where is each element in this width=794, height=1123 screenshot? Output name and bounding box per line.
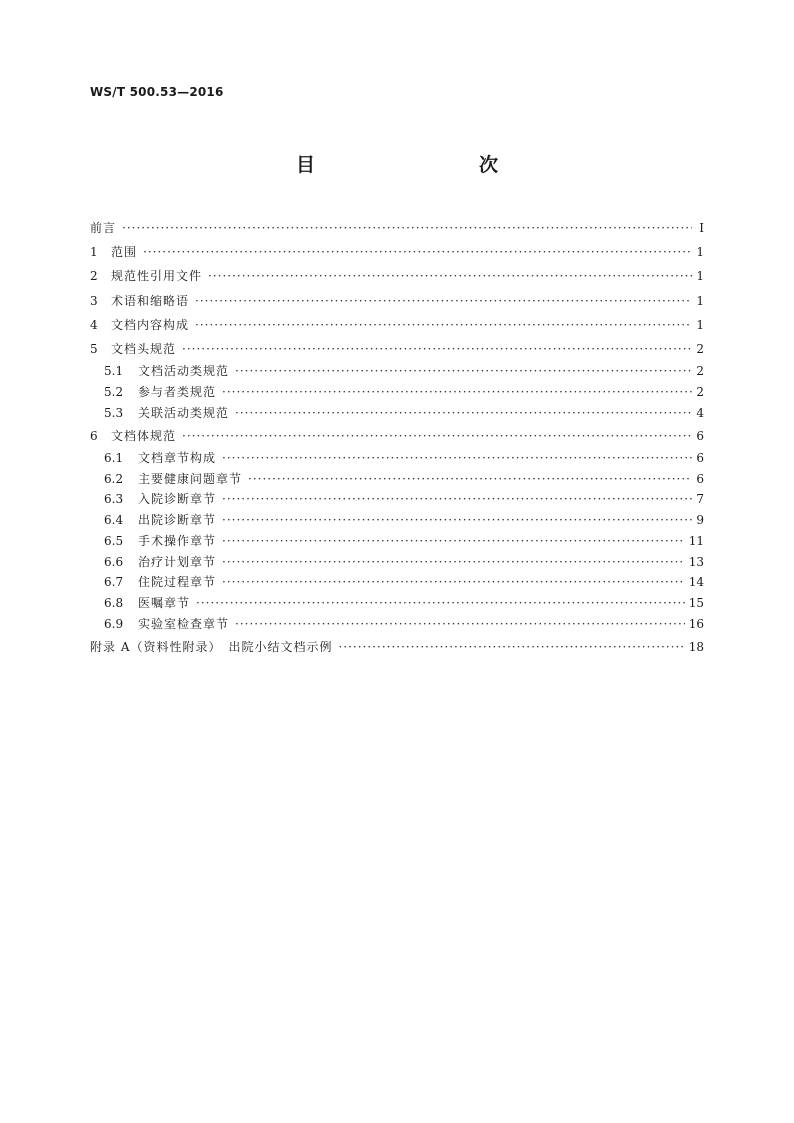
toc-entry-label: 术语和缩略语 xyxy=(111,293,190,308)
toc-entry-page: 4 xyxy=(696,405,704,420)
toc-entry[interactable] xyxy=(90,552,704,573)
toc-entry-page: 1 xyxy=(696,245,704,260)
dot-leader xyxy=(196,593,685,614)
toc-entry-number: 6.4 xyxy=(104,513,124,528)
toc-entry-number: 6.8 xyxy=(104,596,124,611)
dot-leader xyxy=(195,313,692,337)
toc-entry-label: 治疗计划章节 xyxy=(138,554,217,569)
toc-entry-label: 主要健康问题章节 xyxy=(138,471,243,486)
toc-entry-label: 文档体规范 xyxy=(111,428,177,443)
toc-entry-page: 16 xyxy=(688,617,704,632)
toc-entry-page: 1 xyxy=(696,269,704,284)
table-of-contents xyxy=(90,216,704,659)
toc-entry-label: 规范性引用文件 xyxy=(111,269,203,284)
toc-entry-label: 入院诊断章节 xyxy=(138,492,217,507)
toc-entry[interactable] xyxy=(90,635,704,659)
toc-entry-number: 5.3 xyxy=(104,405,124,420)
toc-entry-page: Ⅰ xyxy=(699,221,704,235)
toc-entry-page: 2 xyxy=(696,341,704,356)
toc-entry-page: 6 xyxy=(696,450,704,465)
dot-leader xyxy=(143,240,692,264)
toc-entry[interactable] xyxy=(90,510,704,531)
dot-leader xyxy=(235,614,685,635)
toc-entry[interactable] xyxy=(90,572,704,593)
dot-leader xyxy=(222,510,692,531)
toc-entry-label: 住院过程章节 xyxy=(138,575,217,590)
toc-entry-label: 关联活动类规范 xyxy=(138,405,230,420)
toc-entry-number: 4 xyxy=(90,317,98,332)
toc-entry-number: 6.5 xyxy=(104,533,124,548)
toc-entry-page: 1 xyxy=(696,317,704,332)
toc-entry-label: 前言 xyxy=(90,221,117,235)
toc-entry[interactable] xyxy=(90,337,704,361)
toc-entry-label: 文档活动类规范 xyxy=(138,364,230,379)
toc-entry-label: 范围 xyxy=(111,245,138,260)
toc-entry-page: 7 xyxy=(696,492,704,507)
toc-entry-number: 3 xyxy=(90,293,98,308)
toc-entry[interactable] xyxy=(90,264,704,288)
toc-entry-label: 手术操作章节 xyxy=(138,533,217,548)
toc-entry[interactable] xyxy=(90,216,704,240)
toc-entry[interactable] xyxy=(90,424,704,448)
toc-entry-number: 6.7 xyxy=(104,575,124,590)
toc-entry-number: 6.6 xyxy=(104,554,124,569)
toc-entry-number: 2 xyxy=(90,269,98,284)
toc-entry-page: 13 xyxy=(688,554,704,569)
dot-leader xyxy=(248,469,692,490)
toc-entry-label: 实验室检查章节 xyxy=(138,617,230,632)
toc-entry[interactable] xyxy=(90,240,704,264)
toc-entry-number: 5.1 xyxy=(104,364,124,379)
toc-entry[interactable] xyxy=(90,382,704,403)
page-title: 目 次 xyxy=(295,154,540,176)
dot-leader xyxy=(235,361,692,382)
toc-entry-label: 医嘱章节 xyxy=(138,596,191,611)
toc-entry-page: 2 xyxy=(696,384,704,399)
dot-leader xyxy=(122,216,692,240)
toc-entry[interactable] xyxy=(90,489,704,510)
toc-entry-label: 附录 A（资料性附录） 出院小结文档示例 xyxy=(90,639,333,654)
toc-entry-page: 6 xyxy=(696,471,704,486)
dot-leader xyxy=(222,572,685,593)
toc-entry-number: 6 xyxy=(90,428,98,443)
toc-entry-page: 11 xyxy=(688,533,704,548)
toc-entry-page: 2 xyxy=(696,364,704,379)
toc-entry-label: 文档内容构成 xyxy=(111,317,190,332)
toc-entry-number: 6.2 xyxy=(104,471,124,486)
toc-entry[interactable] xyxy=(90,531,704,552)
toc-entry-page: 6 xyxy=(696,428,704,443)
toc-entry-page: 18 xyxy=(688,639,704,654)
dot-leader xyxy=(235,403,692,424)
dot-leader xyxy=(222,489,692,510)
toc-entry-number: 6.3 xyxy=(104,492,124,507)
dot-leader xyxy=(182,337,692,361)
toc-entry[interactable] xyxy=(90,593,704,614)
toc-entry-number: 5 xyxy=(90,341,98,356)
dot-leader xyxy=(222,448,692,469)
standard-number: WS/T 500.53—2016 xyxy=(90,85,224,99)
toc-entry[interactable] xyxy=(90,614,704,635)
toc-entry-number: 6.1 xyxy=(104,450,124,465)
dot-leader xyxy=(222,382,692,403)
toc-entry-label: 文档章节构成 xyxy=(138,450,217,465)
toc-entry[interactable] xyxy=(90,469,704,490)
dot-leader xyxy=(195,289,692,313)
toc-entry[interactable] xyxy=(90,448,704,469)
toc-entry[interactable] xyxy=(90,361,704,382)
toc-entry-number: 6.9 xyxy=(104,617,124,632)
toc-entry-page: 15 xyxy=(688,596,704,611)
toc-entry-label: 参与者类规范 xyxy=(138,384,217,399)
dot-leader xyxy=(222,531,685,552)
dot-leader xyxy=(208,264,692,288)
toc-entry-page: 9 xyxy=(696,513,704,528)
dot-leader xyxy=(338,635,684,659)
toc-entry[interactable] xyxy=(90,403,704,424)
toc-entry[interactable] xyxy=(90,289,704,313)
toc-entry-page: 14 xyxy=(688,575,704,590)
toc-entry-number: 5.2 xyxy=(104,384,124,399)
toc-entry-label: 出院诊断章节 xyxy=(138,513,217,528)
dot-leader xyxy=(222,552,685,573)
toc-entry-number: 1 xyxy=(90,245,98,260)
dot-leader xyxy=(182,424,692,448)
toc-entry-label: 文档头规范 xyxy=(111,341,177,356)
toc-entry[interactable] xyxy=(90,313,704,337)
toc-entry-page: 1 xyxy=(696,293,704,308)
